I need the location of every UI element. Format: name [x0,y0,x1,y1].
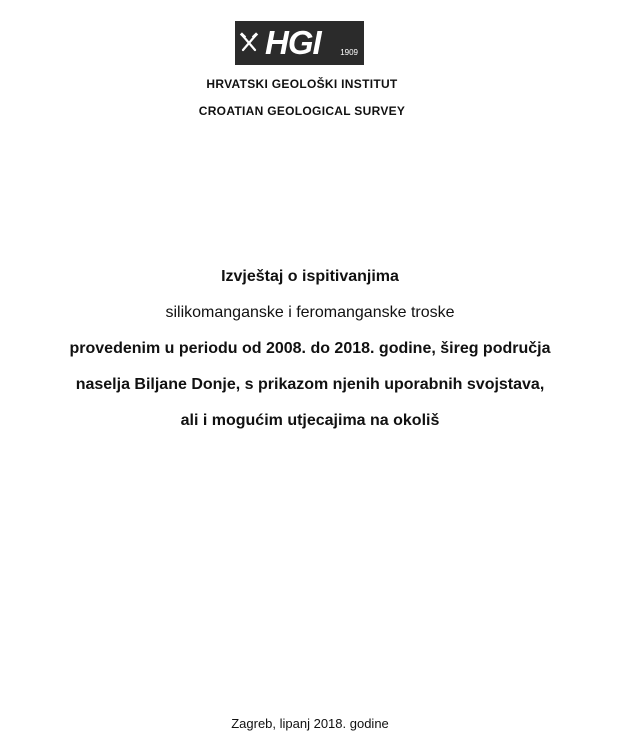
institute-name-hr: HRVATSKI GEOLOŠKI INSTITUT [206,77,398,91]
title-line-3: provedenim u periodu od 2008. do 2018. godine, šireg područja [69,340,551,357]
title-line-4: naselja Biljane Donje, s prikazom njenih uporabnih svojstava, [75,376,545,393]
institute-name-en: CROATIAN GEOLOGICAL SURVEY [198,104,406,118]
report-title [0,259,620,439]
hgi-logo [235,21,364,65]
place-date: Zagreb, lipanj 2018. godine [231,716,389,731]
title-line-2: silikomanganske i feromanganske troske [165,304,455,321]
title-line-1: Izvještaj o ispitivanjima [221,268,399,285]
title-line-5: ali i mogućim utjecajima na okoliš [180,412,440,429]
logo-text: HGI [265,24,321,61]
logo-year: 1909 [340,48,358,57]
hammer-pick-icon [235,21,263,65]
